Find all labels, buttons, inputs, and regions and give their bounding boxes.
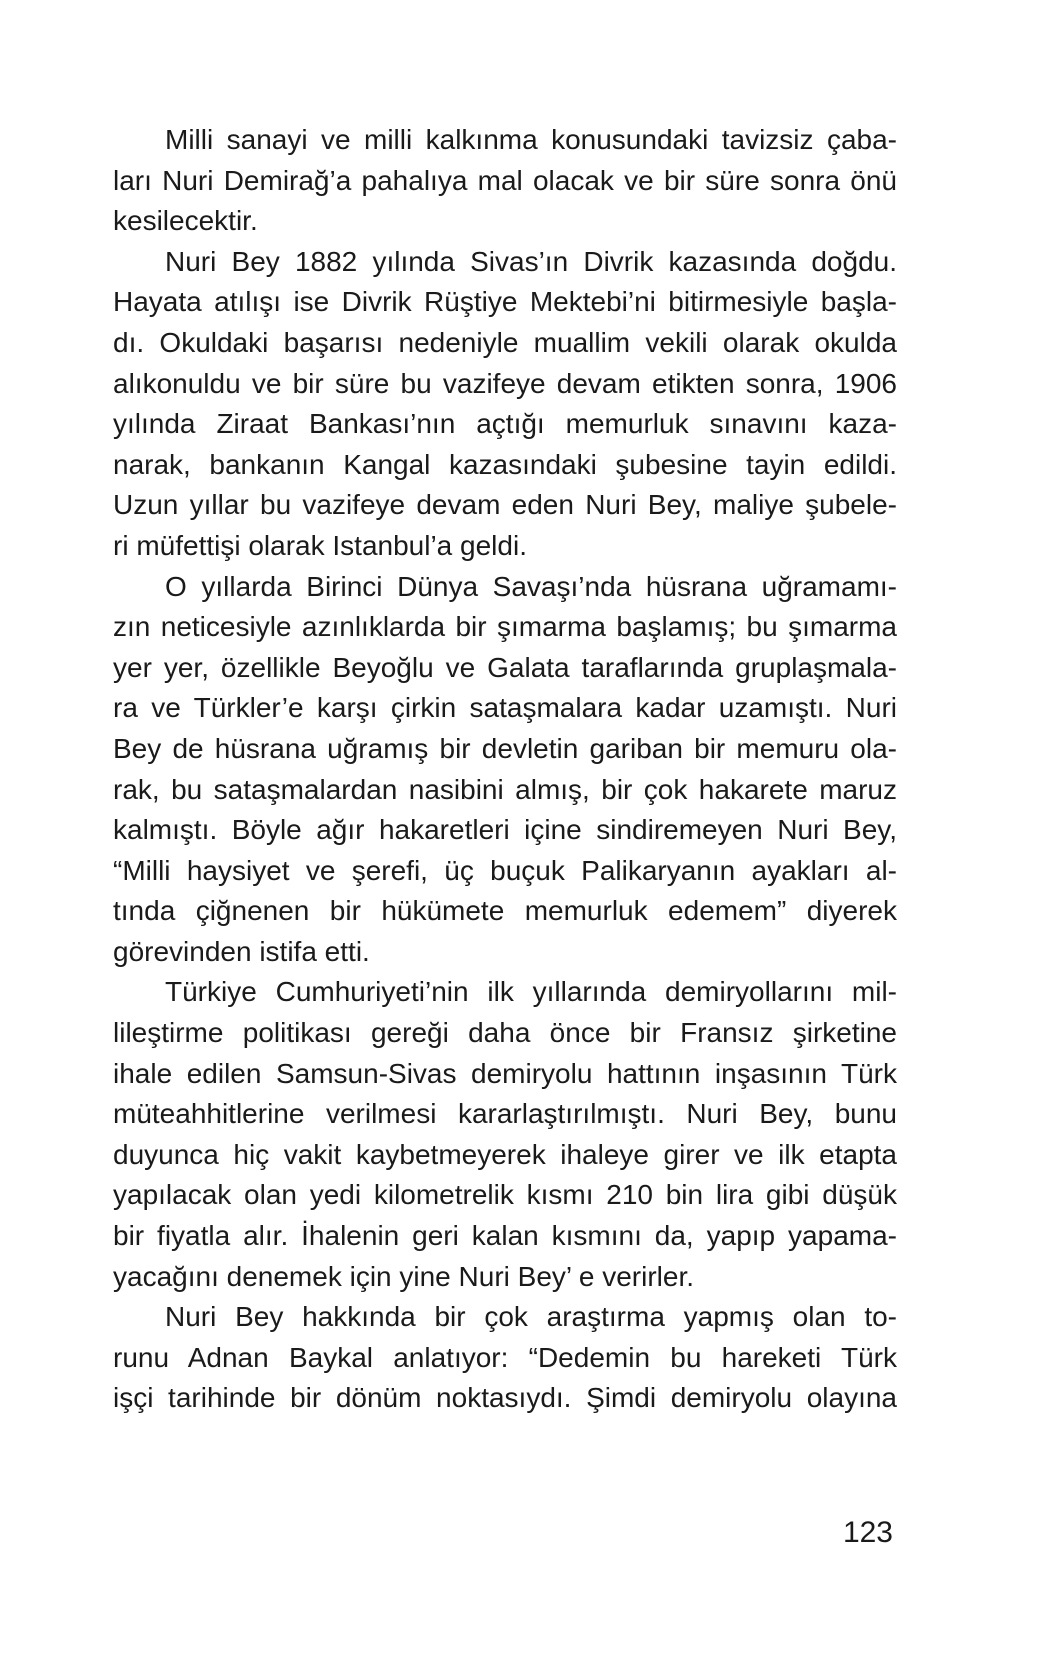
text-line: Nuri Bey 1882 yılında Sivas’ın Divrik kazasında doğdu.: [165, 245, 897, 277]
page-number: 123: [842, 1516, 893, 1549]
text-line: ra ve Türkler’e karşı çirkin sataşmalara kadar uzamıştı. Nuri: [113, 692, 897, 724]
body-text: [113, 120, 897, 1419]
text-line: duyunca hiç vakit kaybetmeyerek ihaleye girer ve ilk etapta: [113, 1138, 897, 1170]
text-line: Bey de hüsrana uğramış bir devletin gariban bir memuru ola-: [113, 732, 897, 764]
text-line: O yıllarda Birinci Dünya Savaşı’nda hüsrana uğramamı-: [165, 570, 897, 602]
text-line: kesilecektir.: [113, 205, 258, 237]
text-line: işçi tarihinde bir dönüm noktasıydı. Şimdi demiryolu olayına: [113, 1382, 897, 1414]
text-line: Hayata atılışı ise Divrik Rüştiye Mektebi’ni bitirmesiyle başla-: [113, 286, 897, 318]
text-line: runu Adnan Baykal anlatıyor: “Dedemin bu hareketi Türk: [113, 1341, 897, 1373]
text-line: Türkiye Cumhuriyeti’nin ilk yıllarında demiryollarını mil-: [165, 976, 897, 1008]
text-line: Nuri Bey hakkında bir çok araştırma yapmış olan to-: [165, 1301, 897, 1333]
text-line: tında çiğnenen bir hükümete memurluk edemem” diyerek: [113, 895, 897, 927]
text-line: yılında Ziraat Bankası’nın açtığı memurluk sınavını kaza-: [113, 408, 897, 440]
text-line: rak, bu sataşmalardan nasibini almış, bir çok hakarete maruz: [113, 773, 897, 805]
paragraph: [113, 120, 897, 242]
text-line: “Milli haysiyet ve şerefi, üç buçuk Palikaryanın ayakları al-: [113, 854, 897, 886]
paragraph: [113, 972, 897, 1297]
text-line: zın neticesiyle azınlıklarda bir şımarma başlamış; bu şımarma: [113, 611, 897, 643]
paragraph: [113, 242, 897, 567]
text-line: ları Nuri Demirağ’a pahalıya mal olacak ve bir süre sonra önü: [113, 164, 897, 196]
text-line: yacağını denemek için yine Nuri Bey’ e verirler.: [113, 1260, 694, 1292]
text-line: lileştirme politikası gereği daha önce bir Fransız şirketine: [113, 1017, 897, 1049]
paragraph: [113, 1297, 897, 1419]
text-line: yer yer, özellikle Beyoğlu ve Galata taraflarında gruplaşmala-: [113, 651, 897, 683]
text-line: ihale edilen Samsun-Sivas demiryolu hattının inşasının Türk: [113, 1057, 897, 1089]
paragraph: [113, 567, 897, 973]
text-line: ri müfettişi olarak Istanbul’a geldi.: [113, 529, 527, 561]
text-line: alıkonuldu ve bir süre bu vazifeye devam etikten sonra, 1906: [113, 367, 897, 399]
text-line: müteahhitlerine verilmesi kararlaştırılmıştı. Nuri Bey, bunu: [113, 1098, 897, 1130]
text-line: narak, bankanın Kangal kazasındaki şubesine tayin edildi.: [113, 448, 897, 480]
text-line: dı. Okuldaki başarısı nedeniyle muallim vekili olarak okulda: [113, 326, 897, 358]
text-line: Uzun yıllar bu vazifeye devam eden Nuri Bey, maliye şubele-: [113, 489, 897, 521]
text-line: kalmıştı. Böyle ağır hakaretleri içine sindiremeyen Nuri Bey,: [113, 814, 897, 846]
text-line: bir fiyatla alır. İhalenin geri kalan kısmını da, yapıp yapama-: [113, 1220, 897, 1252]
text-line: Milli sanayi ve milli kalkınma konusundaki tavizsiz çaba-: [165, 124, 897, 155]
text-line: yapılacak olan yedi kilometrelik kısmı 210 bin lira gibi düşük: [113, 1179, 897, 1211]
text-line: görevinden istifa etti.: [113, 935, 370, 967]
